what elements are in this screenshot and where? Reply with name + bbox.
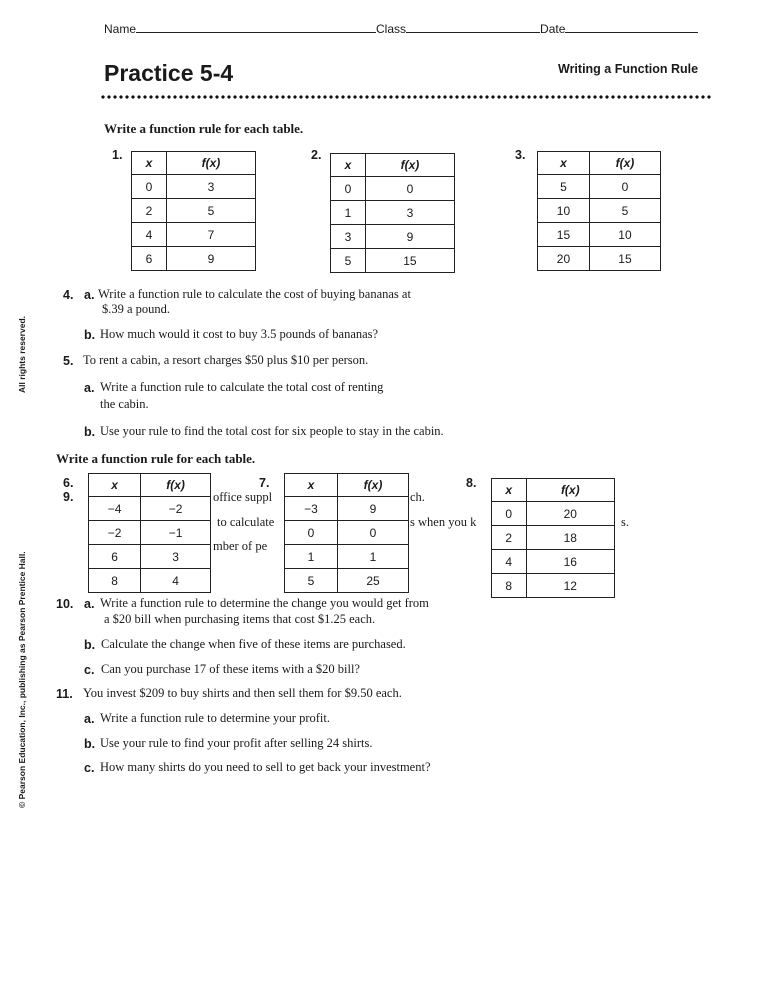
problem5b-text: Use your rule to find the total cost for six people to stay in the cabin. — [100, 424, 444, 438]
name-label: Name — [104, 22, 137, 36]
table-row — [538, 175, 661, 199]
problem11b-label: b. — [84, 737, 96, 751]
problem9-fragment-3: to calculate — [217, 515, 275, 529]
fx-cell: 3 — [141, 545, 211, 569]
fx-cell: 1 — [338, 545, 409, 569]
x-header: x — [89, 474, 141, 497]
problem4b-label: b. — [84, 328, 96, 342]
problem5a-line2: the cabin. — [100, 397, 149, 411]
table-row — [285, 545, 409, 569]
section1-instruction: Write a function rule for each table. — [104, 121, 304, 136]
fx-cell: 18 — [526, 526, 614, 550]
x-cell: 1 — [285, 545, 338, 569]
fx-header: f(x) — [338, 474, 409, 497]
table-row — [492, 574, 615, 598]
x-cell: 6 — [89, 545, 141, 569]
problem4b-text: How much would it cost to buy 3.5 pounds of bananas? — [100, 327, 379, 341]
function-table-6 — [88, 473, 211, 593]
fx-cell: −1 — [141, 521, 211, 545]
problem9-fragment-5: s. — [621, 515, 629, 529]
fx-cell: 9 — [166, 247, 255, 271]
fx-cell: 10 — [589, 223, 660, 247]
problem9-fragment-1: office suppl — [213, 490, 273, 504]
problem5-number: 5. — [63, 354, 74, 368]
fx-cell: 3 — [365, 201, 454, 225]
x-cell: 8 — [89, 569, 141, 593]
class-field[interactable] — [406, 22, 540, 33]
fx-cell: 7 — [166, 223, 255, 247]
table-row — [89, 569, 211, 593]
x-header: x — [132, 152, 167, 175]
fx-header: f(x) — [141, 474, 211, 497]
table-header-row — [132, 152, 256, 175]
fx-cell: 5 — [589, 199, 660, 223]
x-cell: −2 — [89, 521, 141, 545]
fx-cell: 12 — [526, 574, 614, 598]
class-label: Class — [376, 22, 407, 36]
table-row — [89, 545, 211, 569]
x-cell: 2 — [492, 526, 527, 550]
x-header: x — [285, 474, 338, 497]
table8-number: 8. — [466, 476, 477, 490]
name-field[interactable] — [136, 22, 376, 33]
problem11-text: You invest $209 to buy shirts and then sell them for $9.50 each. — [83, 686, 402, 700]
x-cell: 3 — [331, 225, 366, 249]
x-cell: 6 — [132, 247, 167, 271]
rights-notice: All rights reserved. — [17, 315, 27, 393]
table-row — [331, 225, 455, 249]
fx-header: f(x) — [526, 479, 614, 502]
x-cell: 15 — [538, 223, 590, 247]
fx-cell: 20 — [526, 502, 614, 526]
x-cell: 0 — [285, 521, 338, 545]
problem11a-text: Write a function rule to determine your profit. — [100, 711, 330, 725]
fx-header: f(x) — [166, 152, 255, 175]
table-row — [132, 223, 256, 247]
x-header: x — [492, 479, 527, 502]
problem5a-line1: Write a function rule to calculate the total cost of renting — [100, 380, 384, 394]
problem10c-text: Can you purchase 17 of these items with a $20 bill? — [101, 662, 360, 676]
problem4-number: 4. — [63, 288, 74, 302]
table-row — [331, 201, 455, 225]
section2-instruction: Write a function rule for each table. — [56, 451, 256, 466]
problem10c-label: c. — [84, 663, 95, 677]
problem9-number: 9. — [63, 490, 74, 504]
fx-cell: 9 — [365, 225, 454, 249]
fx-cell: 15 — [365, 249, 454, 273]
table-header-row — [331, 154, 455, 177]
table-row — [285, 569, 409, 593]
problem10a-line1: Write a function rule to determine the change you would get from — [100, 596, 429, 610]
table3-number: 3. — [515, 148, 526, 162]
fx-cell: 3 — [166, 175, 255, 199]
table-row — [132, 199, 256, 223]
fx-cell: 15 — [589, 247, 660, 271]
table7-number: 7. — [259, 476, 270, 490]
problem11-number: 11. — [56, 687, 73, 701]
problem9-fragment-2: ch. — [410, 490, 425, 504]
table-row — [89, 521, 211, 545]
x-cell: 20 — [538, 247, 590, 271]
function-table-7 — [284, 473, 409, 593]
fx-cell: 9 — [338, 497, 409, 521]
problem5b-label: b. — [84, 425, 96, 439]
x-cell: 0 — [331, 177, 366, 201]
fx-cell: 0 — [365, 177, 454, 201]
function-table-1 — [131, 151, 256, 271]
dotted-divider — [100, 95, 712, 99]
table-row — [285, 521, 409, 545]
x-cell: −3 — [285, 497, 338, 521]
problem4a-line2: $.39 a pound. — [102, 302, 171, 316]
table-row — [331, 249, 455, 273]
x-cell: 4 — [132, 223, 167, 247]
fx-header: f(x) — [365, 154, 454, 177]
x-cell: 5 — [538, 175, 590, 199]
x-cell: −4 — [89, 497, 141, 521]
problem11b-text: Use your rule to find your profit after selling 24 shirts. — [100, 736, 373, 750]
table-header-row — [285, 474, 409, 497]
problem10b-label: b. — [84, 638, 96, 652]
table-header-row — [492, 479, 615, 502]
fx-header: f(x) — [589, 152, 660, 175]
x-cell: 2 — [132, 199, 167, 223]
problem10a-label: a. — [84, 597, 95, 611]
table-row — [285, 497, 409, 521]
header-line — [104, 22, 698, 36]
fx-cell: 0 — [589, 175, 660, 199]
table-header-row — [538, 152, 661, 175]
page-subtitle: Writing a Function Rule — [558, 62, 699, 76]
fx-cell: 0 — [338, 521, 409, 545]
fx-cell: −2 — [141, 497, 211, 521]
table-row — [492, 502, 615, 526]
function-table-2 — [330, 153, 455, 273]
copyright-notice: © Pearson Education, Inc., publishing as Pearson Prentice Hall. — [17, 551, 27, 808]
x-cell: 0 — [492, 502, 527, 526]
table2-number: 2. — [311, 148, 322, 162]
problem4a-line1: Write a function rule to calculate the cost of buying bananas at — [98, 287, 411, 301]
fx-cell: 25 — [338, 569, 409, 593]
x-cell: 5 — [285, 569, 338, 593]
problem10b-text: Calculate the change when five of these items are purchased. — [101, 637, 406, 651]
date-field[interactable] — [565, 22, 698, 33]
table-row — [492, 526, 615, 550]
table-row — [492, 550, 615, 574]
table-row — [89, 497, 211, 521]
problem4a-label: a. — [84, 288, 95, 302]
fx-cell: 4 — [141, 569, 211, 593]
table-row — [538, 223, 661, 247]
table-row — [132, 175, 256, 199]
x-header: x — [331, 154, 366, 177]
page-title: Practice 5-4 — [104, 60, 234, 86]
problem11a-label: a. — [84, 712, 95, 726]
x-cell: 8 — [492, 574, 527, 598]
x-cell: 1 — [331, 201, 366, 225]
table-row — [331, 177, 455, 201]
problem11c-label: c. — [84, 761, 95, 775]
function-table-3 — [537, 151, 661, 271]
table-row — [538, 199, 661, 223]
table1-number: 1. — [112, 148, 123, 162]
problem10a-line2: a $20 bill when purchasing items that cost $1.25 each. — [104, 612, 376, 626]
problem10-number: 10. — [56, 597, 74, 611]
fx-cell: 16 — [526, 550, 614, 574]
table-header-row — [89, 474, 211, 497]
function-table-8 — [491, 478, 615, 598]
x-header: x — [538, 152, 590, 175]
problem9-fragment-6: mber of pe — [213, 539, 268, 553]
x-cell: 4 — [492, 550, 527, 574]
fx-cell: 5 — [166, 199, 255, 223]
problem11c-text: How many shirts do you need to sell to get back your investment? — [100, 760, 431, 774]
x-cell: 10 — [538, 199, 590, 223]
x-cell: 0 — [132, 175, 167, 199]
table6-number: 6. — [63, 476, 74, 490]
problem9-fragment-4: s when you k — [410, 515, 477, 529]
x-cell: 5 — [331, 249, 366, 273]
table-row — [132, 247, 256, 271]
table-row — [538, 247, 661, 271]
problem5a-label: a. — [84, 381, 95, 395]
problem5-text: To rent a cabin, a resort charges $50 plus $10 per person. — [83, 353, 369, 367]
date-label: Date — [540, 22, 566, 36]
